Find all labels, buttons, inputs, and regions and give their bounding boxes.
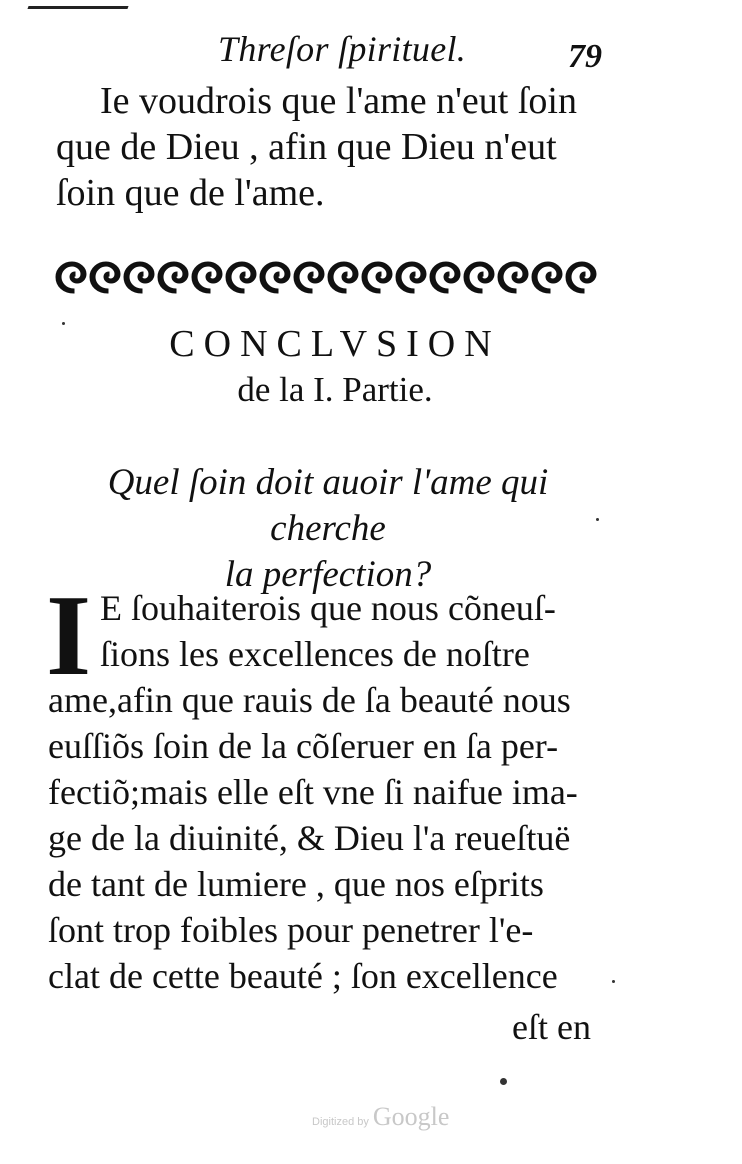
body-line-3: ame,afin que rauis de ſa beauté nous	[48, 680, 571, 720]
question-line-2: la perfection?	[224, 554, 432, 595]
ink-speck	[500, 1078, 507, 1085]
section-subheading: de la I. Partie.	[237, 370, 433, 409]
page-number: 79	[568, 38, 602, 75]
top-edge-mark	[27, 6, 128, 9]
printer-ornament-band	[50, 256, 606, 298]
digitized-by-label: Digitized by	[312, 1116, 369, 1128]
catchword: eſt en	[512, 1007, 591, 1047]
running-head-title: Threſor ſpirituel.	[218, 29, 467, 69]
drop-cap: I	[46, 572, 92, 700]
digitization-watermark	[312, 1102, 449, 1132]
intro-line-1: Ie voudrois que l'ame n'eut ſoin	[100, 80, 577, 122]
body-line-9: clat de cette beauté ; ſon excellence	[48, 956, 558, 996]
body-line-1: E ſouhaiterois que nous cõneuſ-	[100, 588, 556, 628]
ink-speck	[62, 322, 65, 325]
body-line-2: ſions les excellences de noſtre	[100, 634, 530, 674]
intro-line-3: ſoin que de l'ame.	[56, 172, 325, 214]
question-heading	[48, 460, 608, 598]
body-line-7: de tant de lumiere , que nos eſprits	[48, 864, 544, 904]
intro-line-2: que de Dieu , afin que Dieu n'eut	[56, 126, 557, 168]
body-line-4: euſſiõs ſoin de la cõſeruer en ſa per-	[48, 726, 559, 766]
body-line-6: ge de la diuinité, & Dieu l'a reueſtuë	[48, 818, 571, 858]
section-heading: CONCLVSION	[169, 323, 501, 365]
ink-speck	[612, 980, 615, 983]
body-line-8: ſont trop foibles pour penetrer l'e-	[48, 910, 534, 950]
google-wordmark: Google	[372, 1102, 450, 1131]
body-line-5: fectiõ;mais elle eſt vne ſi naifue ima-	[48, 772, 578, 812]
question-line-1: Quel ſoin doit auoir l'ame qui cherche	[107, 462, 549, 549]
ink-speck	[596, 518, 599, 521]
